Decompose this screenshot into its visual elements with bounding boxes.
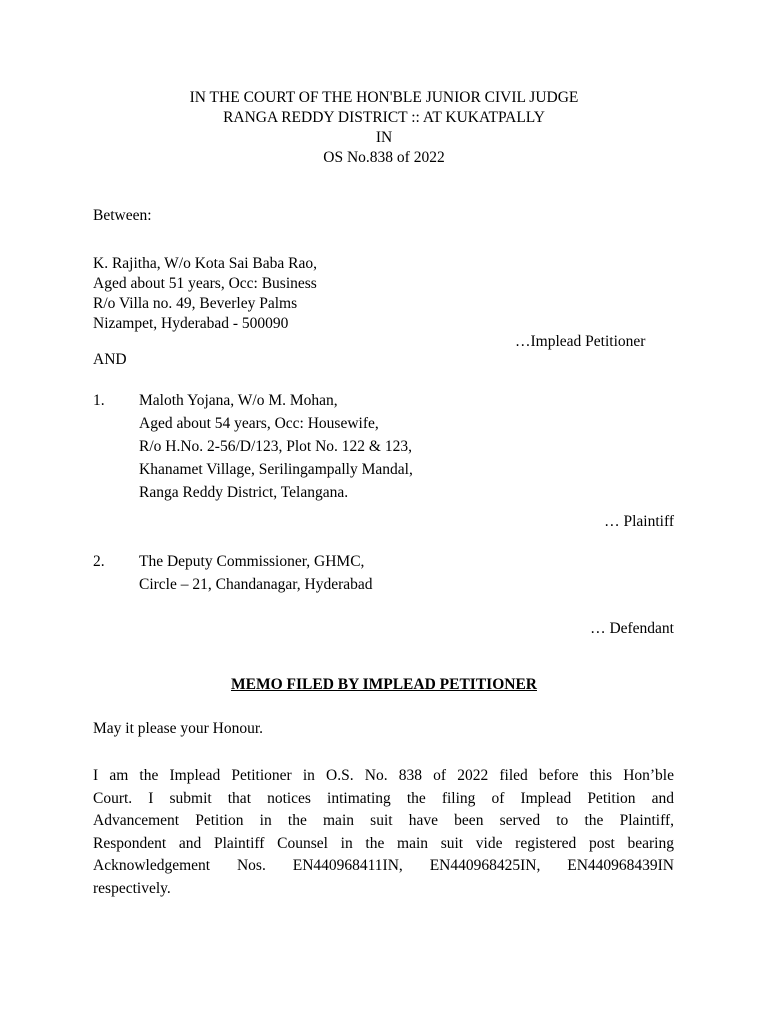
party-2-role: … Defendant (590, 620, 674, 637)
court-heading-line-2: RANGA REDDY DISTRICT :: AT KUKATPALLY (223, 109, 545, 126)
party-2-address (139, 550, 373, 596)
court-heading-line-3: IN (375, 129, 393, 146)
party-2-line: The Deputy Commissioner, GHMC, (139, 553, 365, 570)
petitioner-line: K. Rajitha, W/o Kota Sai Baba Rao, (93, 255, 317, 272)
between-label: Between: (93, 207, 152, 224)
case-number: OS No.838 of 2022 (323, 149, 445, 166)
petitioner-address (93, 254, 317, 334)
body-line: Acknowledgement Nos. EN440968411IN, EN440968425IN, EN440968439IN (93, 857, 674, 875)
court-heading (0, 88, 768, 168)
party-1-number: 1. (93, 392, 105, 409)
body-line: Respondent and Plaintiff Counsel in the main suit vide registered post bearing (93, 834, 674, 852)
and-label: AND (93, 351, 127, 368)
memo-title: MEMO FILED BY IMPLEAD PETITIONER (230, 676, 537, 693)
body-paragraph (93, 765, 674, 901)
petitioner-line: Nizampet, Hyderabad - 500090 (93, 315, 289, 332)
petitioner-line: Aged about 51 years, Occ: Business (93, 275, 317, 292)
body-line: Advancement Petition in the main suit have been served to the Plaintiff, (93, 812, 674, 830)
petitioner-role: …Implead Petitioner (515, 333, 646, 350)
party-1-line: Khanamet Village, Serilingampally Mandal, (139, 461, 413, 478)
body-line: I am the Implead Petitioner in O.S. No. 838 of 2022 filed before this Hon’ble (93, 767, 674, 784)
court-heading-line-1: IN THE COURT OF THE HON'BLE JUNIOR CIVIL JUDGE (189, 89, 579, 106)
party-1-line: Ranga Reddy District, Telangana. (139, 484, 349, 501)
party-1-line: Maloth Yojana, W/o M. Mohan, (139, 392, 338, 409)
party-1-line: Aged about 54 years, Occ: Housewife, (139, 415, 379, 432)
petitioner-line: R/o Villa no. 49, Beverley Palms (93, 295, 298, 312)
party-1-role: … Plaintiff (604, 513, 674, 530)
party-1-line: R/o H.No. 2-56/D/123, Plot No. 122 & 123, (139, 438, 412, 455)
salutation: May it please your Honour. (93, 720, 264, 737)
body-line: Court. I submit that notices intimating the filing of Implead Petition and (93, 789, 674, 807)
body-line: respectively. (93, 879, 171, 897)
party-1-address (139, 389, 413, 504)
party-2-number: 2. (93, 553, 105, 570)
party-2-line: Circle – 21, Chandanagar, Hyderabad (139, 576, 373, 593)
